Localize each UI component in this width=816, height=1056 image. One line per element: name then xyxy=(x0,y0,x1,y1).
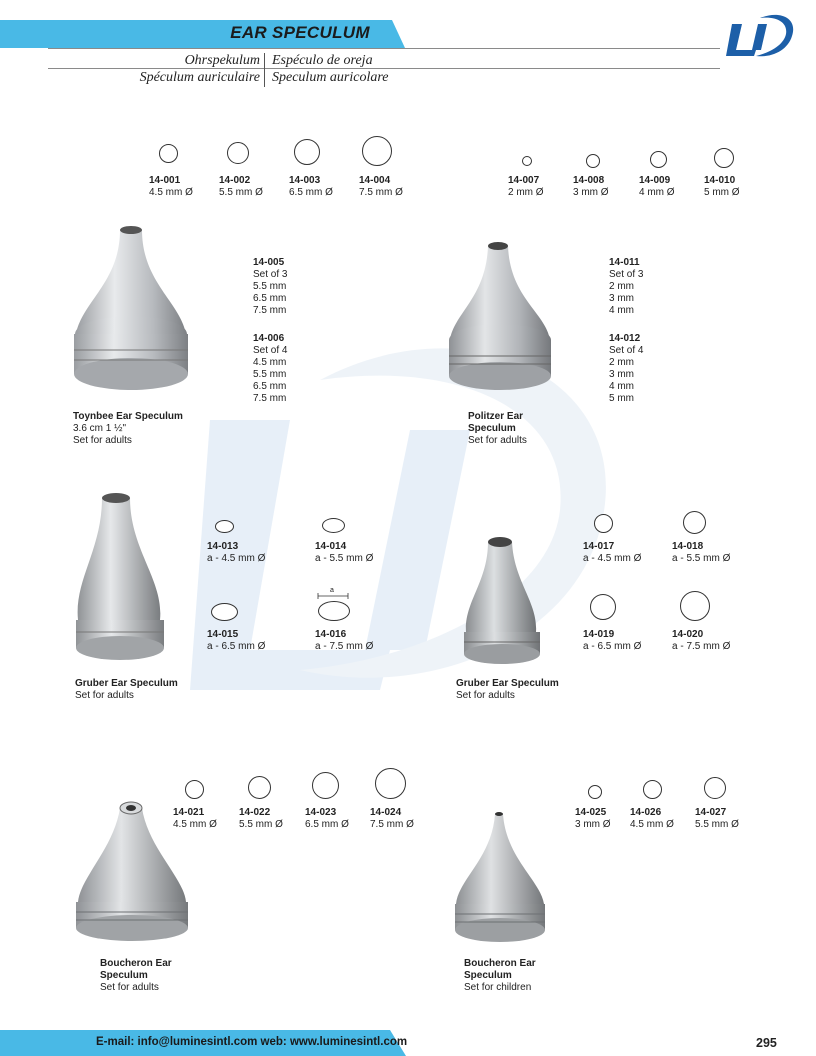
size-circle xyxy=(522,156,532,166)
size-circle xyxy=(375,768,406,799)
product-code: 14-003 xyxy=(289,175,321,186)
oval-size-shape xyxy=(318,601,350,621)
product-size: 5.5 mm Ø xyxy=(695,819,739,830)
set-line: 7.5 mm xyxy=(253,393,287,404)
product-size: 2 mm Ø xyxy=(508,187,544,198)
product-item xyxy=(575,807,611,831)
product-name: Speculum xyxy=(100,970,148,981)
company-logo xyxy=(722,8,796,64)
set-list xyxy=(253,257,287,317)
set-line: 6.5 mm xyxy=(253,381,287,392)
product-size: a - 7.5 mm Ø xyxy=(672,641,731,652)
product-size: a - 7.5 mm Ø xyxy=(315,641,374,652)
product-name: Politzer Ear xyxy=(468,411,524,422)
product-size: 3 mm Ø xyxy=(573,187,609,198)
product-code: 14-024 xyxy=(370,807,402,818)
boucheron-speculum-image xyxy=(452,808,548,948)
size-circle xyxy=(714,148,734,168)
product-item xyxy=(305,807,349,831)
product-code: 14-015 xyxy=(207,629,239,640)
product-size: 4.5 mm Ø xyxy=(630,819,674,830)
footer-contact: E-mail: info@luminesintl.com web: www.luminesintl.com xyxy=(96,1036,408,1048)
product-detail: Set for adults xyxy=(73,435,132,446)
size-circle xyxy=(586,154,600,168)
product-name: Speculum xyxy=(468,423,516,434)
product-code: 14-014 xyxy=(315,541,347,552)
product-size: a - 5.5 mm Ø xyxy=(315,553,374,564)
product-item xyxy=(704,175,740,199)
size-circle xyxy=(159,144,178,163)
product-item xyxy=(315,541,373,565)
politzer-speculum-image xyxy=(446,238,554,394)
product-size: 5 mm Ø xyxy=(704,187,740,198)
set-line: 3 mm xyxy=(609,369,634,380)
translation-de: Ohrspekulum xyxy=(184,53,260,68)
product-size: 3 mm Ø xyxy=(575,819,611,830)
set-line: 4 mm xyxy=(609,305,634,316)
set-line: 5 mm xyxy=(609,393,634,404)
set-line: Set of 4 xyxy=(609,345,644,356)
product-name: Gruber Ear Speculum xyxy=(456,678,559,689)
product-name: Speculum xyxy=(464,970,512,981)
set-code: 14-011 xyxy=(609,257,640,268)
product-code: 14-026 xyxy=(630,807,662,818)
product-code: 14-013 xyxy=(207,541,239,552)
size-circle xyxy=(227,142,249,164)
size-circle xyxy=(643,780,662,799)
size-circle xyxy=(650,151,667,168)
product-item xyxy=(583,629,641,653)
product-code: 14-020 xyxy=(672,629,704,640)
product-code: 14-009 xyxy=(639,175,671,186)
gruber-speculum-image xyxy=(460,532,544,668)
size-circle xyxy=(594,514,613,533)
product-code: 14-016 xyxy=(315,629,347,640)
set-line: 2 mm xyxy=(609,357,634,368)
product-size: a - 5.5 mm Ø xyxy=(672,553,731,564)
product-size: a - 6.5 mm Ø xyxy=(207,641,266,652)
product-code: 14-025 xyxy=(575,807,607,818)
product-detail: 3.6 cm 1 ½" xyxy=(73,423,127,434)
translation-es: Espéculo de oreja xyxy=(272,53,373,68)
size-circle xyxy=(704,777,726,799)
product-item xyxy=(639,175,675,199)
product-size: 5.5 mm Ø xyxy=(219,187,263,198)
oval-size-shape xyxy=(215,520,234,533)
product-name: Gruber Ear Speculum xyxy=(75,678,178,689)
product-item xyxy=(207,541,265,565)
size-circle xyxy=(185,780,204,799)
product-code: 14-019 xyxy=(583,629,615,640)
product-caption xyxy=(75,678,178,702)
set-line: 7.5 mm xyxy=(253,305,287,316)
product-item xyxy=(173,807,217,831)
set-line: Set of 3 xyxy=(609,269,644,280)
product-code: 14-010 xyxy=(704,175,736,186)
product-caption xyxy=(73,411,183,447)
product-item xyxy=(149,175,193,199)
product-item xyxy=(573,175,609,199)
product-code: 14-021 xyxy=(173,807,205,818)
product-item xyxy=(672,541,730,565)
set-list xyxy=(253,333,287,405)
product-code: 14-018 xyxy=(672,541,704,552)
product-caption xyxy=(456,678,559,702)
page-title: EAR SPECULUM xyxy=(230,23,370,42)
product-code: 14-008 xyxy=(573,175,605,186)
size-circle xyxy=(590,594,616,620)
product-item xyxy=(370,807,414,831)
product-code: 14-023 xyxy=(305,807,337,818)
set-line: 3 mm xyxy=(609,293,634,304)
product-code: 14-027 xyxy=(695,807,727,818)
product-code: 14-007 xyxy=(508,175,540,186)
product-item xyxy=(219,175,263,199)
product-item xyxy=(583,541,641,565)
product-size: 7.5 mm Ø xyxy=(359,187,403,198)
set-code: 14-012 xyxy=(609,333,641,344)
product-name: Boucheron Ear xyxy=(100,958,172,969)
product-code: 14-001 xyxy=(149,175,181,186)
product-size: 4.5 mm Ø xyxy=(173,819,217,830)
product-item xyxy=(289,175,333,199)
product-detail: Set for children xyxy=(464,982,532,993)
oval-size-shape xyxy=(322,518,345,533)
product-name: Boucheron Ear xyxy=(464,958,536,969)
translation-separator xyxy=(264,53,265,87)
set-code: 14-005 xyxy=(253,257,285,268)
toynbee-speculum-image xyxy=(70,222,192,394)
product-code: 14-004 xyxy=(359,175,391,186)
product-detail: Set for adults xyxy=(468,435,527,446)
product-item xyxy=(508,175,544,199)
product-caption xyxy=(464,958,536,994)
product-size: 7.5 mm Ø xyxy=(370,819,414,830)
svg-text:LI: LI xyxy=(722,8,723,9)
product-size: 4 mm Ø xyxy=(639,187,675,198)
header-divider xyxy=(48,48,720,49)
size-circle xyxy=(294,139,320,165)
product-item xyxy=(239,807,283,831)
gruber-speculum-image xyxy=(72,490,168,668)
size-circle xyxy=(248,776,271,799)
size-circle xyxy=(362,136,392,166)
page-number: 295 xyxy=(756,1036,777,1050)
translation-fr: Spéculum auriculaire xyxy=(139,70,260,85)
product-size: 6.5 mm Ø xyxy=(305,819,349,830)
product-item xyxy=(672,629,730,653)
set-list xyxy=(609,257,643,317)
set-code: 14-006 xyxy=(253,333,285,344)
product-code: 14-022 xyxy=(239,807,271,818)
set-line: 5.5 mm xyxy=(253,369,287,380)
size-circle xyxy=(312,772,339,799)
product-item xyxy=(207,629,265,653)
set-list xyxy=(609,333,643,405)
set-line: 5.5 mm xyxy=(253,281,287,292)
product-size: a - 6.5 mm Ø xyxy=(583,641,642,652)
product-code: 14-002 xyxy=(219,175,251,186)
product-caption xyxy=(468,411,527,447)
set-line: 4.5 mm xyxy=(253,357,287,368)
size-circle xyxy=(680,591,710,621)
set-line: 4 mm xyxy=(609,381,634,392)
set-line: 2 mm xyxy=(609,281,634,292)
oval-size-shape xyxy=(211,603,238,621)
product-size: 6.5 mm Ø xyxy=(289,187,333,198)
product-detail: Set for adults xyxy=(456,690,515,701)
set-line: Set of 3 xyxy=(253,269,288,280)
product-name: Toynbee Ear Speculum xyxy=(73,411,183,422)
product-item xyxy=(695,807,739,831)
size-circle xyxy=(588,785,602,799)
header-divider-2 xyxy=(48,68,720,69)
product-size: a - 4.5 mm Ø xyxy=(207,553,266,564)
size-circle xyxy=(683,511,706,534)
product-code: 14-017 xyxy=(583,541,615,552)
set-line: Set of 4 xyxy=(253,345,288,356)
product-item xyxy=(315,629,373,653)
product-caption xyxy=(100,958,172,994)
translation-it: Speculum auricolare xyxy=(272,70,389,85)
product-size: a - 4.5 mm Ø xyxy=(583,553,642,564)
product-size: 4.5 mm Ø xyxy=(149,187,193,198)
product-item xyxy=(359,175,403,199)
product-size: 5.5 mm Ø xyxy=(239,819,283,830)
product-item xyxy=(630,807,674,831)
product-detail: Set for adults xyxy=(75,690,134,701)
product-detail: Set for adults xyxy=(100,982,159,993)
set-line: 6.5 mm xyxy=(253,293,287,304)
dimension-label: a xyxy=(330,587,334,594)
